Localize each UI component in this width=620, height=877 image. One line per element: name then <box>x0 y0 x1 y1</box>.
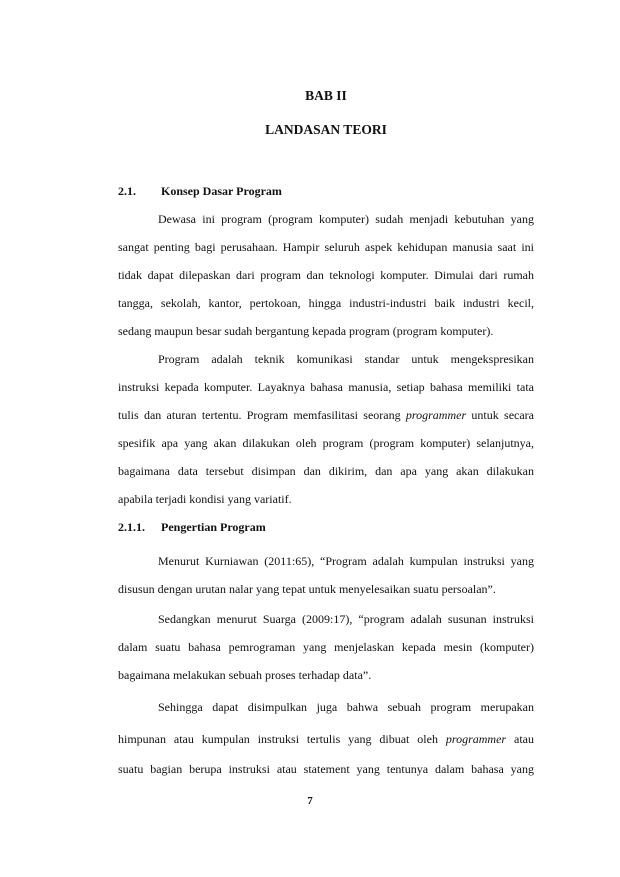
section-title: Konsep Dasar Program <box>161 184 282 198</box>
paragraph-line: sangat penting bagi perusahaan. Hampir seluruh aspek kehidupan manusia saat ini <box>118 240 534 254</box>
paragraph-line: disusun dengan urutan nalar yang tepat untuk menyelesaikan suatu persoalan”. <box>118 582 496 596</box>
paragraph-line: tangga, sekolah, kantor, pertokoan, hingga industri-industri baik industri kecil, <box>118 296 534 310</box>
paragraph-line: Dewasa ini program (program komputer) sudah menjadi kebutuhan yang <box>158 212 534 226</box>
emphasis: programmer <box>445 732 507 746</box>
paragraph-line: tidak dapat dilepaskan dari program dan teknologi komputer. Dimulai dari rumah <box>118 268 534 282</box>
paragraph-line: himpunan atau kumpulan instruksi tertulis yang dibuat oleh programmer atau <box>118 732 534 746</box>
paragraph-line: Program adalah teknik komunikasi standar untuk mengekspresikan <box>158 352 534 366</box>
page-number: 7 <box>307 795 313 807</box>
paragraph-line: instruksi kepada komputer. Layaknya bahasa manusia, setiap bahasa memiliki tata <box>118 380 534 394</box>
paragraph-line: dalam suatu bahasa pemrograman yang menjelaskan kepada mesin (komputer) <box>118 640 534 654</box>
subsection-heading <box>118 520 266 535</box>
paragraph-line: bagaimana melakukan sebuah proses terhadap data”. <box>118 668 372 682</box>
paragraph-line: spesifik apa yang akan dilakukan oleh program (program komputer) selanjutnya, <box>118 436 534 450</box>
emphasis: programmer <box>405 408 467 422</box>
chapter-number: BAB II <box>305 88 347 103</box>
paragraph-line: Sehingga dapat disimpulkan juga bahwa sebuah program merupakan <box>158 700 534 714</box>
paragraph-line: bagaimana data tersebut disimpan dan dikirim, dan apa yang akan dilakukan <box>118 464 534 478</box>
paragraph-line: sedang maupun besar sudah bergantung kepada program (program komputer). <box>118 324 494 338</box>
paragraph-line: Menurut Kurniawan (2011:65), “Program adalah kumpulan instruksi yang <box>158 554 534 568</box>
subsection-title: Pengertian Program <box>161 520 266 534</box>
paragraph-line: Sedangkan menurut Suarga (2009:17), “program adalah susunan instruksi <box>158 612 534 626</box>
section-number: 2.1. <box>118 184 136 198</box>
chapter-title: LANDASAN TEORI <box>265 122 387 137</box>
paragraph-line: tulis dan aturan tertentu. Program memfasilitasi seorang programmer untuk secara <box>118 408 534 422</box>
subsection-number: 2.1.1. <box>118 520 145 534</box>
paragraph-line: apabila terjadi kondisi yang variatif. <box>118 492 292 506</box>
section-heading <box>118 184 282 199</box>
paragraph-line: suatu bagian berupa instruksi atau statement yang tentunya dalam bahasa yang <box>118 762 534 776</box>
